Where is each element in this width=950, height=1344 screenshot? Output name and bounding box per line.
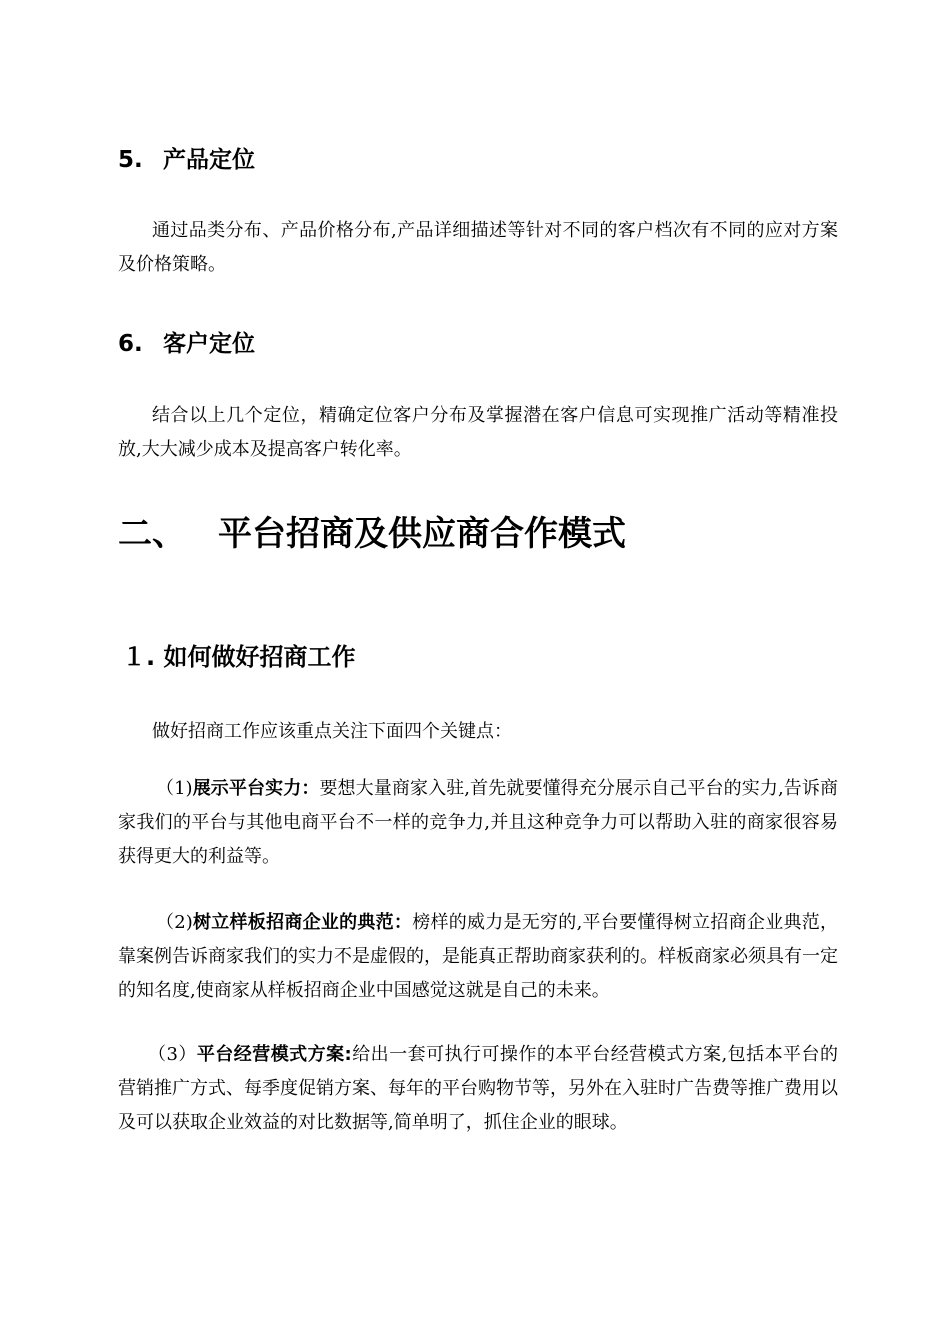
subsection-1-intro: 做好招商工作应该重点关注下面四个关键点：	[152, 721, 512, 742]
chapter-2-title: 平台招商及供应商合作模式	[218, 514, 626, 554]
section-5-heading	[118, 141, 255, 174]
key-point-3-text: 给出一套可执行可操作的本平台经营模式方案,包括本平台的营销推广方式、每季度促销方案、每年的平台购物节等，另外在入驻时广告费等推广费用以及可以获取企业效益的对比数据等,简单明了，抓住企业的眼球。	[118, 1044, 838, 1133]
key-point-1	[118, 772, 838, 874]
subsection-1-heading: １. 如何做好招商工作	[122, 643, 356, 671]
key-point-2-label: 树立样板招商企业的典范：	[192, 912, 413, 933]
key-point-3-label: 平台经营模式方案:	[196, 1044, 352, 1065]
key-point-2-text: 榜样的威力是无穷的,平台要懂得树立招商企业典范，靠案例告诉商家我们的实力不是虚假的，是能真正帮助商家获利的。样板商家必须具有一定的知名度,使商家从样板招商企业中国感觉这就是自己的未来。	[118, 912, 838, 1001]
section-6-number: 6.	[118, 331, 143, 357]
key-point-2	[118, 906, 838, 1008]
key-point-3	[118, 1038, 838, 1140]
key-point-1-label: 展示平台实力：	[192, 778, 320, 799]
section-5-number: 5.	[118, 147, 143, 173]
chapter-2-heading	[118, 506, 626, 555]
section-5-title: 产品定位	[163, 147, 255, 173]
section-6-heading	[118, 325, 255, 358]
section-6-body: 结合以上几个定位，精确定位客户分布及掌握潜在客户信息可实现推广活动等精准投放,大大减少成本及提高客户转化率。	[118, 405, 838, 460]
chapter-2-number: 二、	[118, 514, 186, 554]
key-point-3-prefix: （3）	[148, 1044, 197, 1065]
section-5-body: 通过品类分布、产品价格分布,产品详细描述等针对不同的客户档次有不同的应对方案及价格策略。	[118, 220, 838, 275]
section-6-title: 客户定位	[163, 331, 255, 357]
key-point-1-text: 要想大量商家入驻,首先就要懂得充分展示自己平台的实力,告诉商家我们的平台与其他电商平台不一样的竞争力,并且这种竞争力可以帮助入驻的商家很容易获得更大的利益等。	[118, 778, 838, 867]
key-point-1-prefix: （1)	[156, 778, 193, 799]
key-point-2-prefix: （2)	[156, 912, 193, 933]
